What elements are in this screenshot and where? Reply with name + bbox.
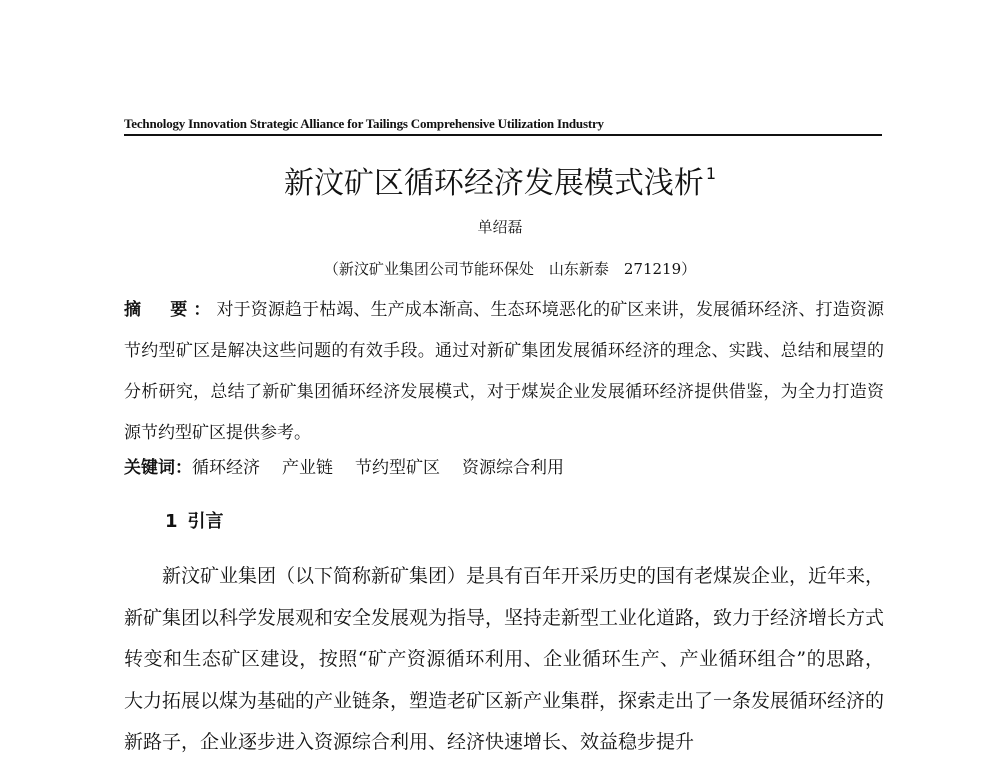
abstract-text: 对于资源趋于枯竭、生产成本渐高、生态环境恶化的矿区来讲，发展循环经济、打造资源节约型矿区是解决这些问题的有效手段。通过对新矿集团发展循环经济的理念、实践、总结和展望的分析研究，总结了新矿集团循环经济发展模式，对于煤炭企业发展循环经济提供借鉴，为全力打造资源节约型矿区提供参考。: [124, 300, 885, 443]
author-affiliation: （新汶矿业集团公司节能环保处 山东新泰 271219）: [323, 260, 697, 278]
author-name: 单绍磊: [477, 218, 523, 236]
keyword-item: 节约型矿区: [355, 458, 440, 478]
section-number: 1: [165, 511, 178, 532]
keyword-item: 循环经济: [192, 458, 260, 478]
paper-title: [0, 153, 1000, 205]
keywords: [124, 451, 884, 485]
section-title: 引言: [187, 511, 224, 532]
abstract: [124, 290, 884, 454]
keywords-label: 关键词：: [124, 458, 192, 478]
title-footnote-marker: 1: [705, 164, 717, 183]
running-header: Technology Innovation Strategic Alliance for Tailings Comprehensive Utilization Industry: [124, 116, 882, 136]
body-paragraph: 新汶矿业集团（以下简称新矿集团）是具有百年开采历史的国有老煤炭企业，近年来，新矿集团以科学发展观和安全发展观为指导，坚持走新型工业化道路，致力于经济增长方式转变和生态矿区建设，按照“矿产资源循环利用、企业循环生产、产业循环组合”的思路，大力拓展以煤为基础的产业链条，塑造老矿区新产业集群，探索走出了一条发展循环经济的新路子，企业逐步进入资源综合利用、经济快速增长、效益稳步提升: [124, 565, 885, 753]
paper-title-text: 新汶矿区循环经济发展模式浅析: [283, 166, 704, 201]
abstract-label: 摘 要：: [124, 300, 217, 320]
keyword-item: 资源综合利用: [462, 458, 564, 478]
keyword-item: 产业链: [282, 458, 333, 478]
section-heading: [165, 507, 234, 533]
